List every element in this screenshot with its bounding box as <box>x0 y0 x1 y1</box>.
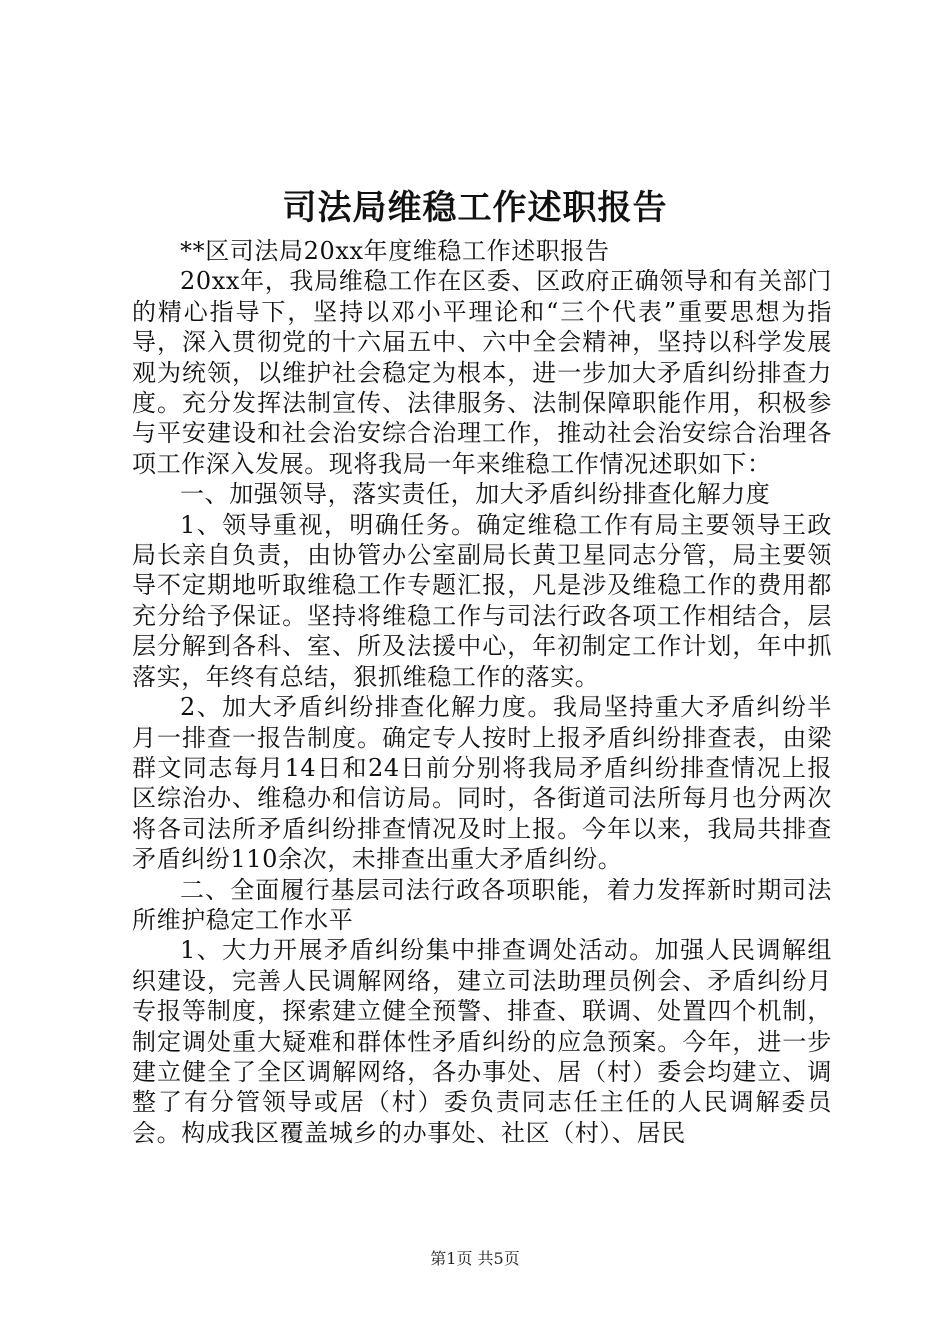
section-heading-1: 一、加强领导，落实责任，加大矛盾纠纷排查化解力度 <box>180 480 771 509</box>
paragraph-1-1: 1、领导重视，明确任务。确定维稳工作有局主要领导王政局长亲自负责，由协管办公室副局长黄卫星同志分管，局主要领导不定期地听取维稳工作专题汇报，凡是涉及维稳工作的费用都充分给予保证。坚持将维稳工作与司法行政各项工作相结合，层层分解到各科、室、所及法援中心，年初制定工作计划，年中抓落实，年终有总结，狠抓维稳工作的落实。 <box>132 510 832 691</box>
report-subtitle: **区司法局20xx年度维稳工作述职报告 <box>180 237 610 265</box>
paragraph-1-2: 2、加大矛盾纠纷排查化解力度。我局坚持重大矛盾纠纷半月一排查一报告制度。确定专人按时上报矛盾纠纷排查表，由梁群文同志每月14日和24日前分别将我局矛盾纠纷排查情况上报区综治办、维稳办和信访局。同时，各街道司法所每月也分两次将各司法所矛盾纠纷排查情况及时上报。今年以来，我局共排查矛盾纠纷110余次，未排查出重大矛盾纠纷。 <box>132 693 832 874</box>
page-footer: 第1页 共5页 <box>430 1249 520 1268</box>
document-body <box>132 236 832 1148</box>
paragraph-2-1: 1、大力开展矛盾纠纷集中排查调处活动。加强人民调解组织建设，完善人民调解网络，建立司法助理员例会、矛盾纠纷月专报等制度，探索建立健全预警、排查、联调、处置四个机制，制定调处重大疑难和群体性矛盾纠纷的应急预案。今年，进一步建立健全了全区调解网络，各办事处、居（村）委会均建立、调整了有分管领导或居（村）委负责同志任主任的人民调解委员会。构成我区覆盖城乡的办事处、社区（村）、居民 <box>132 936 832 1147</box>
paragraph-intro: 20xx年，我局维稳工作在区委、区政府正确领导和有关部门的精心指导下，坚持以邓小平理论和“三个代表”重要思想为指导，深入贯彻党的十六届五中、六中全会精神，坚持以科学发展观为统领，以维护社会稳定为根本，进一步加大矛盾纠纷排查力度。充分发挥法制宣传、法律服务、法制保障职能作用，积极参与平安建设和社会治安综合治理工作，推动社会治安综合治理各项工作深入发展。现将我局一年来维稳工作情况述职如下： <box>132 267 832 478</box>
section-heading-2: 二、全面履行基层司法行政各项职能，着力发挥新时期司法所维护稳定工作水平 <box>132 875 832 934</box>
document-title: 司法局维稳工作述职报告 <box>282 188 668 228</box>
